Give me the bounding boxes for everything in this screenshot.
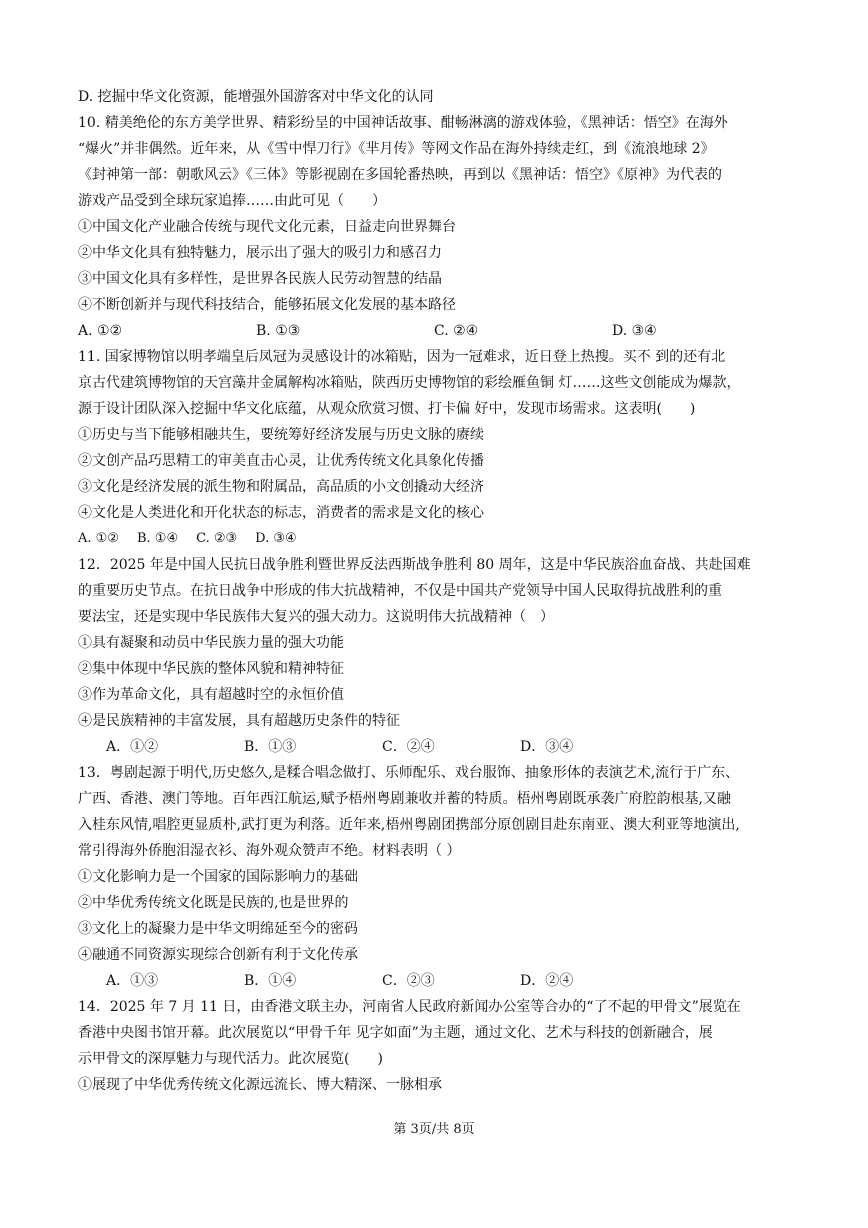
statement-item: ②中华优秀传统文化既是民族的,也是世界的 [78,895,349,911]
option-a: A. ①② [78,323,123,339]
option-c: C．②④ [382,739,435,755]
option-c: C. ②③ [196,531,238,546]
statement-item: ③文化上的凝聚力是中华文明绵延至今的密码 [78,921,358,937]
question-11 [78,344,798,552]
page-content [78,84,798,1098]
answer-options [78,968,798,994]
statement-item: ④融通不同资源实现综合创新有利于文化传承 [78,947,358,963]
question-stem-line: 11. 国家博物馆以明孝端皇后凤冠为灵感设计的冰箱贴，因为一冠难求，近日登上热搜。买不 到的还有北 [78,349,726,365]
question-stem-line: “爆火”并非偶然。近年来，从《雪中悍刀行》《芈月传》等网文作品在海外持续走红，到《流浪地球 2》 [78,141,715,157]
option-d: D. ③④ [612,323,657,339]
question-14 [78,994,798,1098]
question-stem-line: 入桂东风情,唱腔更显质朴,武打更为利落。近年来,梧州粤剧团携部分原创剧目赴东南亚、澳大利亚等地演出, [78,817,740,833]
question-stem-line: 的重要历史节点。在抗日战争中形成的伟大抗战精神，不仅是中国共产党领导中国人民取得抗战胜利的重 [78,583,722,599]
q9-option-d: D. 挖掘中华文化资源，能增强外国游客对中华文化的认同 [78,89,434,105]
statement-item: ④不断创新并与现代科技结合，能够拓展文化发展的基本路径 [78,297,456,313]
option-b: B．①③ [244,739,297,755]
question-stem-line: 常引得海外侨胞泪湿衣衫、海外观众赞声不绝。材料表明（ ） [78,843,461,859]
statement-item: ①历史与当下能够相融共生，要统筹好经济发展与历史文脉的赓续 [78,427,484,443]
question-stem-line: 14．2025 年 7 月 11 日，由香港文联主办，河南省人民政府新闻办公室等合办的“了不起的甲骨文”展览在 [78,999,741,1015]
question-stem-line: 《封神第一部：朝歌风云》《三体》等影视剧在多国轮番热映，再到以《黑神话：悟空》《原神》为代表的 [78,167,722,183]
answer-options [78,526,798,552]
statement-item: ③作为革命文化，具有超越时空的永恒价值 [78,687,344,703]
question-12 [78,552,798,760]
statement-item: ④是民族精神的丰富发展，具有超越历史条件的特征 [78,713,400,729]
statement-item: ①文化影响力是一个国家的国际影响力的基础 [78,869,358,885]
option-d: D．②④ [520,973,574,989]
statement-item: ②文创产品巧思精工的审美直击心灵，让优秀传统文化具象化传播 [78,453,484,469]
statement-item: ①中国文化产业融合传统与现代文化元素，日益走向世界舞台 [78,219,456,235]
statement-item: ②中华文化具有独特魅力，展示出了强大的吸引力和感召力 [78,245,442,261]
question-stem-line: 京古代建筑博物馆的天宫藻井金属解构冰箱贴，陕西历史博物馆的彩绘雁鱼铜 灯……这些文创能成为爆款， [78,375,741,391]
statement-item: ③中国文化具有多样性，是世界各民族人民劳动智慧的结晶 [78,271,442,287]
question-stem-line: 香港中央图书馆开幕。此次展览以“甲骨千年 见字如面”为主题，通过文化、艺术与科技的创新融合，展 [78,1025,713,1041]
option-b: B. ①③ [256,323,301,339]
question-stem-line: 示甲骨文的深厚魅力与现代活力。此次展览( ) [78,1051,383,1067]
question-stem-line: 10. 精美绝伦的东方美学世界、精彩纷呈的中国神话故事、酣畅淋漓的游戏体验，《黑神话：悟空》在海外 [78,115,728,131]
answer-options [78,734,798,760]
page-number: 第 3页/共 8页 [393,1122,475,1137]
question-13 [78,760,798,994]
option-c: C．②③ [382,973,435,989]
answer-options [78,318,798,344]
question-stem-line: 广西、香港、澳门等地。百年西江航运,赋予梧州粤剧兼收并蓄的特质。梧州粤剧既承袭广府腔韵根基,又融 [78,791,731,807]
statement-item: ①展现了中华优秀传统文化源远流长、博大精深、一脉相承 [78,1077,442,1093]
question-stem-line: 源于设计团队深入挖掘中华文化底蕴，从观众欣赏习惯、打卡偏 好中，发现市场需求。这表明( ) [78,401,696,417]
question-10 [78,110,798,344]
question-stem-line: 游戏产品受到全球玩家追捧……由此可见（ ） [78,193,386,209]
statement-item: ①具有凝聚和动员中华民族力量的强大功能 [78,635,344,651]
option-c: C. ②④ [434,323,479,339]
option-d: D. ③④ [255,531,297,546]
option-a: A．①③ [106,973,159,989]
option-d: D．③④ [520,739,574,755]
statement-item: ④文化是人类进化和开化状态的标志，消费者的需求是文化的核心 [78,505,484,521]
question-stem-line: 13．粤剧起源于明代,历史悠久,是糅合唱念做打、乐师配乐、戏台服饰、抽象形体的表演艺术,流行于广东、 [78,765,740,781]
option-b: B. ①④ [136,531,179,546]
statement-item: ③文化是经济发展的派生物和附属品，高品质的小文创撬动大经济 [78,479,484,495]
option-a: A．①② [106,739,159,755]
question-stem-line: 要法宝，还是实现中华民族伟大复兴的强大动力。这说明伟大抗战精神（ ） [78,609,554,625]
statement-item: ②集中体现中华民族的整体风貌和精神特征 [78,661,344,677]
question-stem-line: 12．2025 年是中国人民抗日战争胜利暨世界反法西斯战争胜利 80 周年，这是中华民族浴血奋战、共赴国难 [78,557,751,573]
option-b: B．①④ [244,973,297,989]
option-a: A. ①② [78,531,119,546]
